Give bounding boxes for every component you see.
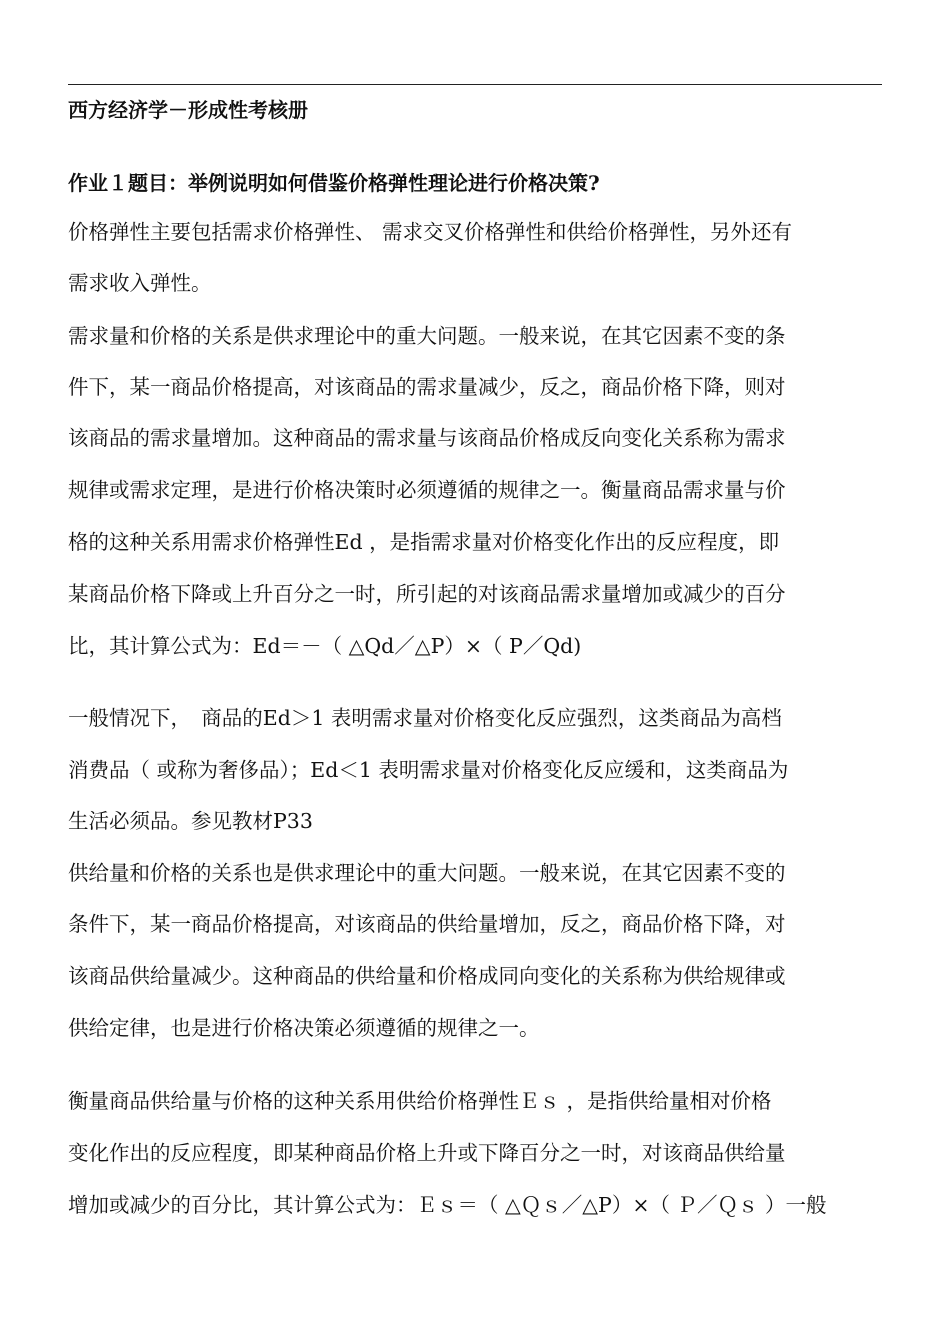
paragraph-line: 该商品供给量减少。这种商品的供给量和价格成同向变化的关系称为供给规律或 [68,964,786,988]
paragraph-line: 需求收入弹性。 [68,271,212,295]
paragraph-line: 某商品价格下降或上升百分之一时，所引起的对该商品需求量增加或减少的百分 [68,582,786,606]
document-title: 西方经济学－形成性考核册 [68,98,308,122]
paragraph-line: 规律或需求定理，是进行价格决策时必须遵循的规律之一。衡量商品需求量与价 [68,478,786,502]
paragraph-line: 消费品（ 或称为奢侈品）；Ed＜1 表明需求量对价格变化反应缓和，这类商品为 [68,758,789,782]
paragraph-line: 变化作出的反应程度，即某种商品价格上升或下降百分之一时，对该商品供给量 [68,1141,786,1165]
paragraph-line: 件下，某一商品价格提高，对该商品的需求量减少，反之，商品价格下降，则对 [68,375,786,399]
paragraph-line: 价格弹性主要包括需求价格弹性、 需求交叉价格弹性和供给价格弹性，另外还有 [68,220,793,244]
paragraph-line: 该商品的需求量增加。这种商品的需求量与该商品价格成反向变化关系称为需求 [68,426,786,450]
paragraph-line: 增加或减少的百分比，其计算公式为：Ｅｓ＝（ △Ｑｓ／△P）×（ Ｐ／Ｑｓ ）一般 [68,1193,827,1217]
paragraph-line: 格的这种关系用需求价格弹性Ed ，是指需求量对价格变化作出的反应程度，即 [68,530,780,554]
paragraph-line: 条件下，某一商品价格提高，对该商品的供给量增加，反之，商品价格下降，对 [68,912,786,936]
paragraph-line: 供给定律，也是进行价格决策必须遵循的规律之一。 [68,1016,540,1040]
question-heading: 作业１题目：举例说明如何借鉴价格弹性理论进行价格决策? [68,171,600,195]
paragraph-line: 比，其计算公式为：Ed＝－（ △Qd／△P）×（ P／Qd) [68,634,582,658]
header-rule [68,84,882,85]
paragraph-line: 生活必须品。参见教材P33 [68,809,313,833]
paragraph-line: 需求量和价格的关系是供求理论中的重大问题。一般来说，在其它因素不变的条 [68,324,786,348]
paragraph-line: 供给量和价格的关系也是供求理论中的重大问题。一般来说，在其它因素不变的 [68,861,786,885]
paragraph-line: 一般情况下， 商品的Ed＞1 表明需求量对价格变化反应强烈，这类商品为高档 [68,706,782,730]
paragraph-line: 衡量商品供给量与价格的这种关系用供给价格弹性Ｅｓ ，是指供给量相对价格 [68,1089,772,1113]
